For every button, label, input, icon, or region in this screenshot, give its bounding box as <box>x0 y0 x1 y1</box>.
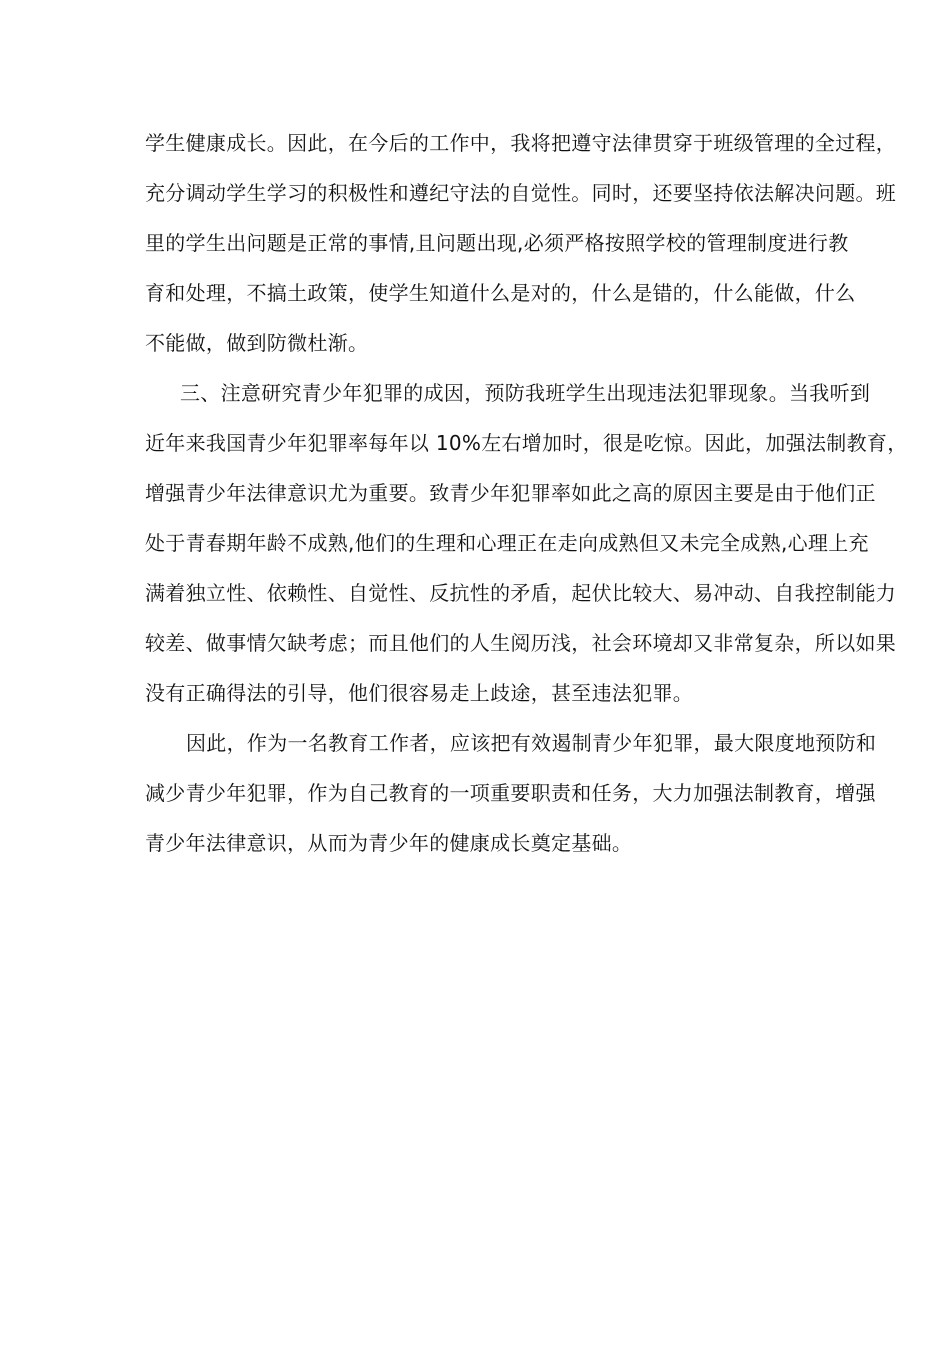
text-line-5: 不能做，做到防微杜渐。 <box>145 331 369 355</box>
text-line-2: 充分调动学生学习的积极性和遵纪守法的自觉性。同时，还要坚持依法解决问题。班 <box>145 181 897 205</box>
text-line-6: 三、注意研究青少年犯罪的成因，预防我班学生出现违法犯罪现象。当我听到 <box>180 381 871 405</box>
text-line-15: 青少年法律意识，从而为青少年的健康成长奠定基础。 <box>145 831 633 855</box>
text-line-4: 育和处理，不搞土政策，使学生知道什么是对的，什么是错的，什么能做，什么 <box>145 281 856 305</box>
text-line-7: 近年来我国青少年犯罪率每年以 10%左右增加时，很是吃惊。因此，加强法制教育， <box>145 431 908 455</box>
text-line-10: 满着独立性、依赖性、自觉性、反抗性的矛盾，起伏比较大、易冲动、自我控制能力 <box>145 581 897 605</box>
text-line-8: 增强青少年法律意识尤为重要。致青少年犯罪率如此之高的原因主要是由于他们正 <box>145 481 876 505</box>
text-line-14: 减少青少年犯罪，作为自己教育的一项重要职责和任务，大力加强法制教育，增强 <box>145 781 876 805</box>
text-line-12: 没有正确得法的引导，他们很容易走上歧途，甚至违法犯罪。 <box>145 681 694 705</box>
text-line-13: 因此，作为一名教育工作者，应该把有效遏制青少年犯罪，最大限度地预防和 <box>186 731 877 755</box>
text-line-11: 较差、做事情欠缺考虑；而且他们的人生阅历浅，社会环境却又非常复杂，所以如果 <box>145 631 897 655</box>
text-line-3: 里的学生出问题是正常的事情,且问题出现,必须严格按照学校的管理制度进行教 <box>145 231 849 255</box>
text-line-1: 学生健康成长。因此，在今后的工作中，我将把遵守法律贯穿于班级管理的全过程， <box>145 131 897 155</box>
text-line-9: 处于青春期年龄不成熟,他们的生理和心理正在走向成熟但又未完全成熟,心理上充 <box>145 531 869 555</box>
